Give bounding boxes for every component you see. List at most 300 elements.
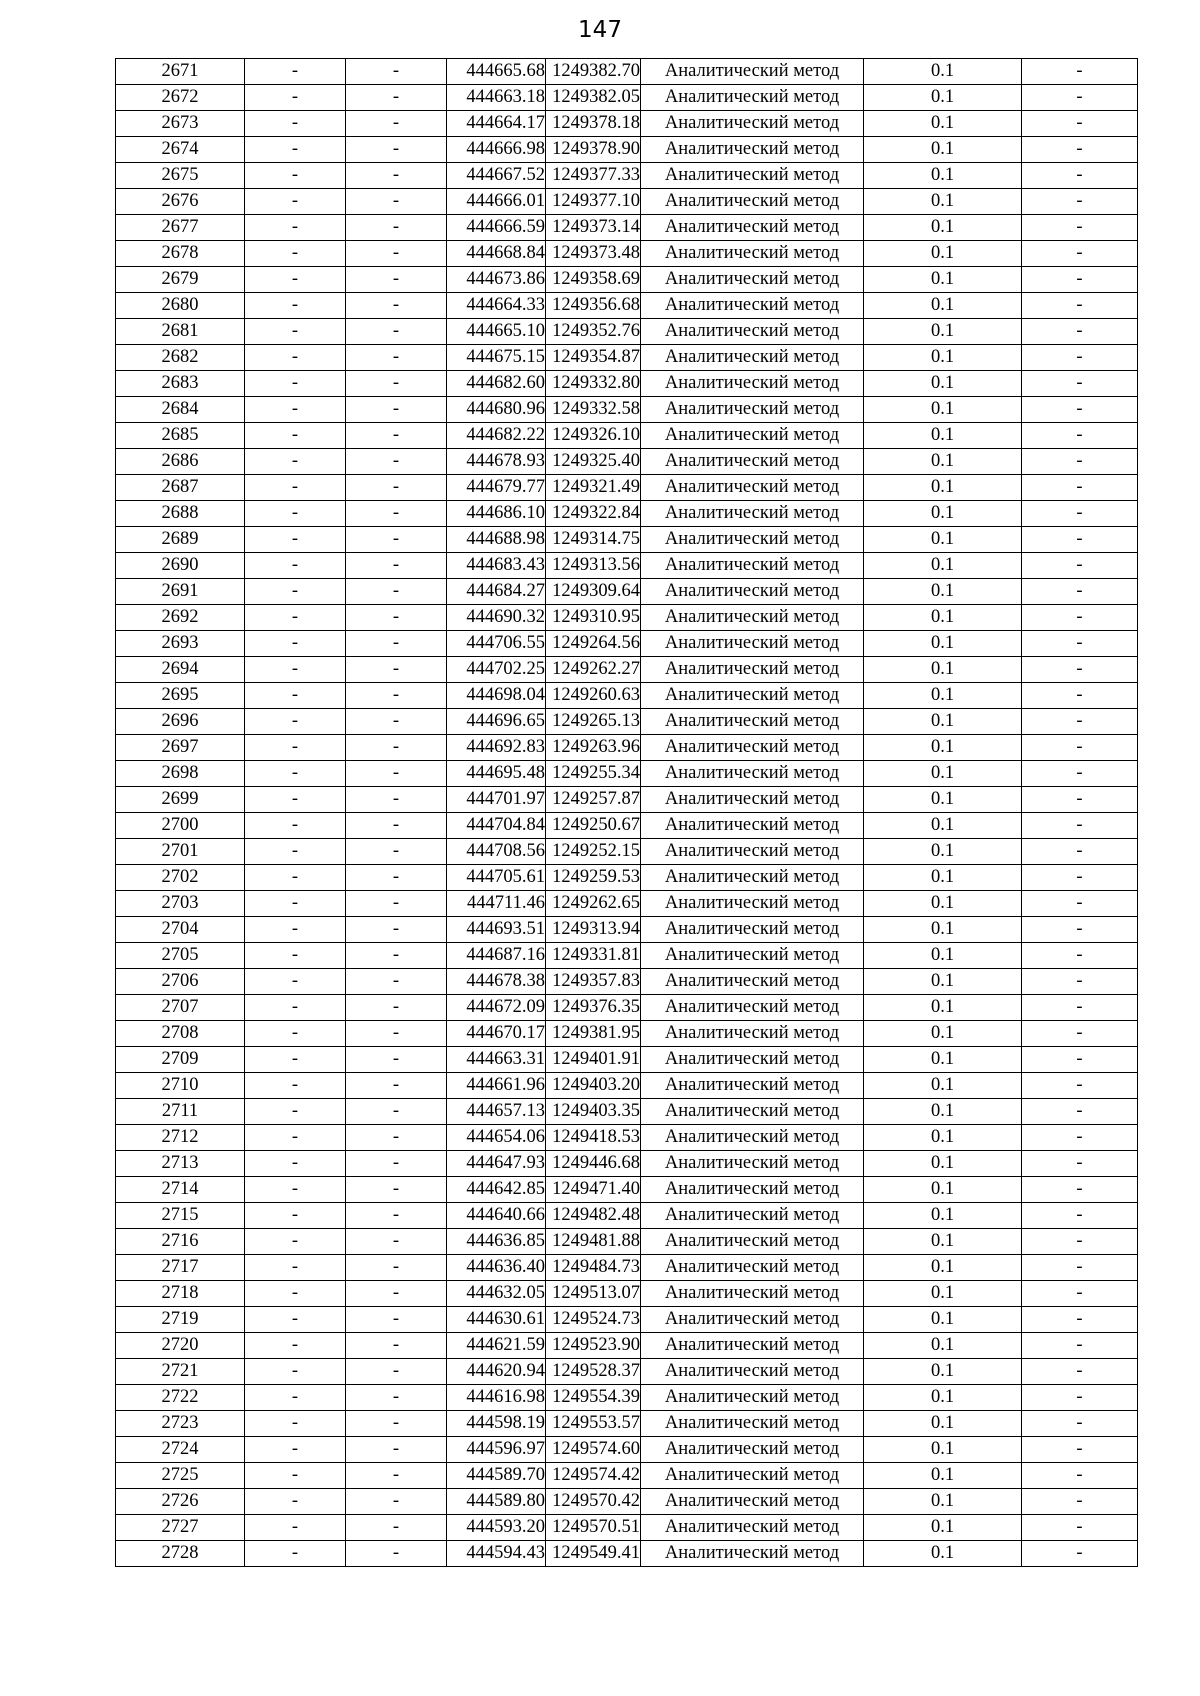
accuracy-cell: 0.1	[864, 345, 1022, 371]
table-row	[116, 1229, 1138, 1255]
dash-cell: -	[1022, 1047, 1138, 1073]
accuracy-cell: 0.1	[864, 1021, 1022, 1047]
accuracy-cell: 0.1	[864, 1411, 1022, 1437]
y-coordinate-cell: 1249352.76	[546, 319, 641, 345]
dash-cell: -	[245, 1385, 346, 1411]
dash-cell: -	[1022, 501, 1138, 527]
y-coordinate-cell: 1249554.39	[546, 1385, 641, 1411]
dash-cell: -	[1022, 475, 1138, 501]
dash-cell: -	[1022, 761, 1138, 787]
method-cell: Аналитический метод	[641, 1411, 864, 1437]
table-row	[116, 1151, 1138, 1177]
dash-cell: -	[1022, 1541, 1138, 1567]
y-coordinate-cell: 1249358.69	[546, 267, 641, 293]
table-row	[116, 709, 1138, 735]
x-coordinate-cell: 444673.86	[447, 267, 546, 293]
dash-cell: -	[1022, 1359, 1138, 1385]
table-row	[116, 969, 1138, 995]
y-coordinate-cell: 1249265.13	[546, 709, 641, 735]
dash-cell: -	[346, 969, 447, 995]
point-number-cell: 2689	[116, 527, 245, 553]
x-coordinate-cell: 444670.17	[447, 1021, 546, 1047]
table-row	[116, 1281, 1138, 1307]
x-coordinate-cell: 444632.05	[447, 1281, 546, 1307]
method-cell: Аналитический метод	[641, 1203, 864, 1229]
dash-cell: -	[245, 631, 346, 657]
method-cell: Аналитический метод	[641, 1333, 864, 1359]
method-cell: Аналитический метод	[641, 449, 864, 475]
point-number-cell: 2687	[116, 475, 245, 501]
dash-cell: -	[346, 1021, 447, 1047]
point-number-cell: 2702	[116, 865, 245, 891]
dash-cell: -	[1022, 1125, 1138, 1151]
method-cell: Аналитический метод	[641, 969, 864, 995]
dash-cell: -	[245, 111, 346, 137]
dash-cell: -	[1022, 85, 1138, 111]
dash-cell: -	[1022, 59, 1138, 85]
dash-cell: -	[245, 813, 346, 839]
y-coordinate-cell: 1249528.37	[546, 1359, 641, 1385]
point-number-cell: 2721	[116, 1359, 245, 1385]
point-number-cell: 2678	[116, 241, 245, 267]
dash-cell: -	[1022, 241, 1138, 267]
dash-cell: -	[245, 319, 346, 345]
dash-cell: -	[1022, 1229, 1138, 1255]
dash-cell: -	[245, 761, 346, 787]
x-coordinate-cell: 444640.66	[447, 1203, 546, 1229]
table-row	[116, 1307, 1138, 1333]
accuracy-cell: 0.1	[864, 371, 1022, 397]
dash-cell: -	[346, 917, 447, 943]
y-coordinate-cell: 1249332.58	[546, 397, 641, 423]
x-coordinate-cell: 444686.10	[447, 501, 546, 527]
dash-cell: -	[245, 1541, 346, 1567]
dash-cell: -	[1022, 1203, 1138, 1229]
dash-cell: -	[346, 1151, 447, 1177]
x-coordinate-cell: 444702.25	[447, 657, 546, 683]
point-number-cell: 2710	[116, 1073, 245, 1099]
dash-cell: -	[346, 215, 447, 241]
dash-cell: -	[245, 1333, 346, 1359]
accuracy-cell: 0.1	[864, 1541, 1022, 1567]
y-coordinate-cell: 1249377.33	[546, 163, 641, 189]
method-cell: Аналитический метод	[641, 1177, 864, 1203]
y-coordinate-cell: 1249401.91	[546, 1047, 641, 1073]
y-coordinate-cell: 1249574.42	[546, 1463, 641, 1489]
y-coordinate-cell: 1249570.42	[546, 1489, 641, 1515]
table-row	[116, 345, 1138, 371]
accuracy-cell: 0.1	[864, 85, 1022, 111]
dash-cell: -	[1022, 267, 1138, 293]
accuracy-cell: 0.1	[864, 267, 1022, 293]
method-cell: Аналитический метод	[641, 189, 864, 215]
point-number-cell: 2697	[116, 735, 245, 761]
accuracy-cell: 0.1	[864, 865, 1022, 891]
table-row	[116, 1385, 1138, 1411]
point-number-cell: 2671	[116, 59, 245, 85]
point-number-cell: 2726	[116, 1489, 245, 1515]
method-cell: Аналитический метод	[641, 761, 864, 787]
point-number-cell: 2724	[116, 1437, 245, 1463]
x-coordinate-cell: 444630.61	[447, 1307, 546, 1333]
x-coordinate-cell: 444682.60	[447, 371, 546, 397]
dash-cell: -	[245, 1437, 346, 1463]
dash-cell: -	[245, 1515, 346, 1541]
accuracy-cell: 0.1	[864, 553, 1022, 579]
dash-cell: -	[245, 137, 346, 163]
table-row	[116, 137, 1138, 163]
dash-cell: -	[1022, 1463, 1138, 1489]
point-number-cell: 2690	[116, 553, 245, 579]
y-coordinate-cell: 1249403.20	[546, 1073, 641, 1099]
method-cell: Аналитический метод	[641, 267, 864, 293]
point-number-cell: 2701	[116, 839, 245, 865]
table-row	[116, 1463, 1138, 1489]
y-coordinate-cell: 1249378.18	[546, 111, 641, 137]
table-row	[116, 501, 1138, 527]
table-row	[116, 1515, 1138, 1541]
accuracy-cell: 0.1	[864, 761, 1022, 787]
dash-cell: -	[346, 813, 447, 839]
y-coordinate-cell: 1249322.84	[546, 501, 641, 527]
accuracy-cell: 0.1	[864, 423, 1022, 449]
x-coordinate-cell: 444711.46	[447, 891, 546, 917]
accuracy-cell: 0.1	[864, 683, 1022, 709]
dash-cell: -	[1022, 1385, 1138, 1411]
x-coordinate-cell: 444598.19	[447, 1411, 546, 1437]
table-row	[116, 1021, 1138, 1047]
x-coordinate-cell: 444593.20	[447, 1515, 546, 1541]
y-coordinate-cell: 1249262.65	[546, 891, 641, 917]
accuracy-cell: 0.1	[864, 163, 1022, 189]
dash-cell: -	[346, 943, 447, 969]
dash-cell: -	[346, 1255, 447, 1281]
x-coordinate-cell: 444698.04	[447, 683, 546, 709]
dash-cell: -	[346, 1515, 447, 1541]
dash-cell: -	[346, 449, 447, 475]
point-number-cell: 2696	[116, 709, 245, 735]
dash-cell: -	[245, 1021, 346, 1047]
dash-cell: -	[1022, 1333, 1138, 1359]
point-number-cell: 2713	[116, 1151, 245, 1177]
table-row	[116, 59, 1138, 85]
x-coordinate-cell: 444596.97	[447, 1437, 546, 1463]
y-coordinate-cell: 1249471.40	[546, 1177, 641, 1203]
table-row	[116, 917, 1138, 943]
dash-cell: -	[346, 1463, 447, 1489]
dash-cell: -	[1022, 189, 1138, 215]
x-coordinate-cell: 444692.83	[447, 735, 546, 761]
point-number-cell: 2720	[116, 1333, 245, 1359]
table-row	[116, 683, 1138, 709]
table-row	[116, 1099, 1138, 1125]
table-row	[116, 943, 1138, 969]
x-coordinate-cell: 444666.98	[447, 137, 546, 163]
y-coordinate-cell: 1249321.49	[546, 475, 641, 501]
dash-cell: -	[245, 85, 346, 111]
table-row	[116, 215, 1138, 241]
dash-cell: -	[346, 163, 447, 189]
method-cell: Аналитический метод	[641, 1151, 864, 1177]
point-number-cell: 2705	[116, 943, 245, 969]
table-row	[116, 1333, 1138, 1359]
dash-cell: -	[1022, 1489, 1138, 1515]
accuracy-cell: 0.1	[864, 137, 1022, 163]
x-coordinate-cell: 444663.18	[447, 85, 546, 111]
table-row	[116, 553, 1138, 579]
method-cell: Аналитический метод	[641, 475, 864, 501]
dash-cell: -	[346, 371, 447, 397]
dash-cell: -	[346, 1073, 447, 1099]
table-row	[116, 449, 1138, 475]
point-number-cell: 2683	[116, 371, 245, 397]
dash-cell: -	[245, 605, 346, 631]
table-row	[116, 189, 1138, 215]
point-number-cell: 2680	[116, 293, 245, 319]
table-row	[116, 839, 1138, 865]
table-row	[116, 657, 1138, 683]
dash-cell: -	[346, 59, 447, 85]
x-coordinate-cell: 444654.06	[447, 1125, 546, 1151]
dash-cell: -	[1022, 579, 1138, 605]
method-cell: Аналитический метод	[641, 1359, 864, 1385]
dash-cell: -	[346, 241, 447, 267]
accuracy-cell: 0.1	[864, 709, 1022, 735]
dash-cell: -	[1022, 1411, 1138, 1437]
point-number-cell: 2700	[116, 813, 245, 839]
dash-cell: -	[1022, 865, 1138, 891]
point-number-cell: 2691	[116, 579, 245, 605]
dash-cell: -	[1022, 605, 1138, 631]
method-cell: Аналитический метод	[641, 1021, 864, 1047]
accuracy-cell: 0.1	[864, 1073, 1022, 1099]
y-coordinate-cell: 1249523.90	[546, 1333, 641, 1359]
point-number-cell: 2723	[116, 1411, 245, 1437]
accuracy-cell: 0.1	[864, 501, 1022, 527]
method-cell: Аналитический метод	[641, 579, 864, 605]
point-number-cell: 2673	[116, 111, 245, 137]
point-number-cell: 2679	[116, 267, 245, 293]
table-row	[116, 891, 1138, 917]
x-coordinate-cell: 444693.51	[447, 917, 546, 943]
y-coordinate-cell: 1249373.48	[546, 241, 641, 267]
x-coordinate-cell: 444664.17	[447, 111, 546, 137]
dash-cell: -	[346, 1411, 447, 1437]
method-cell: Аналитический метод	[641, 111, 864, 137]
dash-cell: -	[245, 683, 346, 709]
dash-cell: -	[1022, 423, 1138, 449]
method-cell: Аналитический метод	[641, 1541, 864, 1567]
method-cell: Аналитический метод	[641, 1255, 864, 1281]
x-coordinate-cell: 444680.96	[447, 397, 546, 423]
table-row	[116, 1203, 1138, 1229]
table-row	[116, 1177, 1138, 1203]
table-row	[116, 605, 1138, 631]
method-cell: Аналитический метод	[641, 397, 864, 423]
accuracy-cell: 0.1	[864, 787, 1022, 813]
accuracy-cell: 0.1	[864, 1255, 1022, 1281]
dash-cell: -	[1022, 1255, 1138, 1281]
accuracy-cell: 0.1	[864, 215, 1022, 241]
point-number-cell: 2706	[116, 969, 245, 995]
method-cell: Аналитический метод	[641, 1047, 864, 1073]
x-coordinate-cell: 444679.77	[447, 475, 546, 501]
y-coordinate-cell: 1249570.51	[546, 1515, 641, 1541]
dash-cell: -	[1022, 527, 1138, 553]
dash-cell: -	[245, 657, 346, 683]
method-cell: Аналитический метод	[641, 1229, 864, 1255]
accuracy-cell: 0.1	[864, 59, 1022, 85]
x-coordinate-cell: 444667.52	[447, 163, 546, 189]
dash-cell: -	[245, 1307, 346, 1333]
x-coordinate-cell: 444636.85	[447, 1229, 546, 1255]
table-row	[116, 631, 1138, 657]
x-coordinate-cell: 444672.09	[447, 995, 546, 1021]
dash-cell: -	[346, 189, 447, 215]
x-coordinate-cell: 444657.13	[447, 1099, 546, 1125]
y-coordinate-cell: 1249513.07	[546, 1281, 641, 1307]
accuracy-cell: 0.1	[864, 1229, 1022, 1255]
dash-cell: -	[346, 501, 447, 527]
dash-cell: -	[245, 397, 346, 423]
accuracy-cell: 0.1	[864, 397, 1022, 423]
accuracy-cell: 0.1	[864, 527, 1022, 553]
point-number-cell: 2707	[116, 995, 245, 1021]
dash-cell: -	[245, 1359, 346, 1385]
dash-cell: -	[346, 995, 447, 1021]
table-row	[116, 527, 1138, 553]
dash-cell: -	[245, 501, 346, 527]
dash-cell: -	[1022, 917, 1138, 943]
accuracy-cell: 0.1	[864, 1099, 1022, 1125]
x-coordinate-cell: 444683.43	[447, 553, 546, 579]
point-number-cell: 2725	[116, 1463, 245, 1489]
point-number-cell: 2682	[116, 345, 245, 371]
point-number-cell: 2698	[116, 761, 245, 787]
y-coordinate-cell: 1249262.27	[546, 657, 641, 683]
point-number-cell: 2692	[116, 605, 245, 631]
method-cell: Аналитический метод	[641, 735, 864, 761]
point-number-cell: 2685	[116, 423, 245, 449]
table-row	[116, 995, 1138, 1021]
dash-cell: -	[1022, 1021, 1138, 1047]
accuracy-cell: 0.1	[864, 631, 1022, 657]
dash-cell: -	[346, 605, 447, 631]
point-number-cell: 2674	[116, 137, 245, 163]
x-coordinate-cell: 444664.33	[447, 293, 546, 319]
point-number-cell: 2714	[116, 1177, 245, 1203]
method-cell: Аналитический метод	[641, 1463, 864, 1489]
method-cell: Аналитический метод	[641, 813, 864, 839]
point-number-cell: 2672	[116, 85, 245, 111]
y-coordinate-cell: 1249381.95	[546, 1021, 641, 1047]
dash-cell: -	[346, 527, 447, 553]
table-row	[116, 1489, 1138, 1515]
dash-cell: -	[346, 657, 447, 683]
dash-cell: -	[346, 1281, 447, 1307]
method-cell: Аналитический метод	[641, 293, 864, 319]
table-row	[116, 1437, 1138, 1463]
dash-cell: -	[245, 1203, 346, 1229]
dash-cell: -	[245, 579, 346, 605]
dash-cell: -	[346, 267, 447, 293]
dash-cell: -	[245, 1047, 346, 1073]
point-number-cell: 2699	[116, 787, 245, 813]
dash-cell: -	[346, 475, 447, 501]
dash-cell: -	[245, 527, 346, 553]
table-row	[116, 371, 1138, 397]
dash-cell: -	[1022, 1151, 1138, 1177]
dash-cell: -	[245, 1229, 346, 1255]
method-cell: Аналитический метод	[641, 215, 864, 241]
point-number-cell: 2727	[116, 1515, 245, 1541]
point-number-cell: 2717	[116, 1255, 245, 1281]
table-row	[116, 735, 1138, 761]
table-row	[116, 111, 1138, 137]
dash-cell: -	[245, 1463, 346, 1489]
point-number-cell: 2712	[116, 1125, 245, 1151]
accuracy-cell: 0.1	[864, 579, 1022, 605]
dash-cell: -	[1022, 891, 1138, 917]
y-coordinate-cell: 1249549.41	[546, 1541, 641, 1567]
page-number: 147	[578, 17, 622, 43]
accuracy-cell: 0.1	[864, 111, 1022, 137]
dash-cell: -	[1022, 839, 1138, 865]
table-row	[116, 761, 1138, 787]
y-coordinate-cell: 1249325.40	[546, 449, 641, 475]
y-coordinate-cell: 1249252.15	[546, 839, 641, 865]
method-cell: Аналитический метод	[641, 241, 864, 267]
dash-cell: -	[1022, 319, 1138, 345]
method-cell: Аналитический метод	[641, 1307, 864, 1333]
x-coordinate-cell: 444636.40	[447, 1255, 546, 1281]
y-coordinate-cell: 1249313.56	[546, 553, 641, 579]
dash-cell: -	[245, 995, 346, 1021]
accuracy-cell: 0.1	[864, 241, 1022, 267]
x-coordinate-cell: 444666.01	[447, 189, 546, 215]
dash-cell: -	[1022, 813, 1138, 839]
x-coordinate-cell: 444663.31	[447, 1047, 546, 1073]
y-coordinate-cell: 1249264.56	[546, 631, 641, 657]
point-number-cell: 2695	[116, 683, 245, 709]
dash-cell: -	[1022, 371, 1138, 397]
table-body	[116, 59, 1138, 1567]
dash-cell: -	[245, 1281, 346, 1307]
accuracy-cell: 0.1	[864, 839, 1022, 865]
x-coordinate-cell: 444665.10	[447, 319, 546, 345]
dash-cell: -	[1022, 787, 1138, 813]
point-number-cell: 2677	[116, 215, 245, 241]
accuracy-cell: 0.1	[864, 1047, 1022, 1073]
table-row	[116, 1073, 1138, 1099]
accuracy-cell: 0.1	[864, 1281, 1022, 1307]
y-coordinate-cell: 1249481.88	[546, 1229, 641, 1255]
accuracy-cell: 0.1	[864, 475, 1022, 501]
y-coordinate-cell: 1249446.68	[546, 1151, 641, 1177]
y-coordinate-cell: 1249354.87	[546, 345, 641, 371]
table-row	[116, 813, 1138, 839]
x-coordinate-cell: 444666.59	[447, 215, 546, 241]
table-row	[116, 865, 1138, 891]
dash-cell: -	[1022, 553, 1138, 579]
dash-cell: -	[245, 59, 346, 85]
y-coordinate-cell: 1249574.60	[546, 1437, 641, 1463]
dash-cell: -	[346, 631, 447, 657]
dash-cell: -	[1022, 709, 1138, 735]
dash-cell: -	[245, 215, 346, 241]
dash-cell: -	[1022, 163, 1138, 189]
dash-cell: -	[245, 1177, 346, 1203]
